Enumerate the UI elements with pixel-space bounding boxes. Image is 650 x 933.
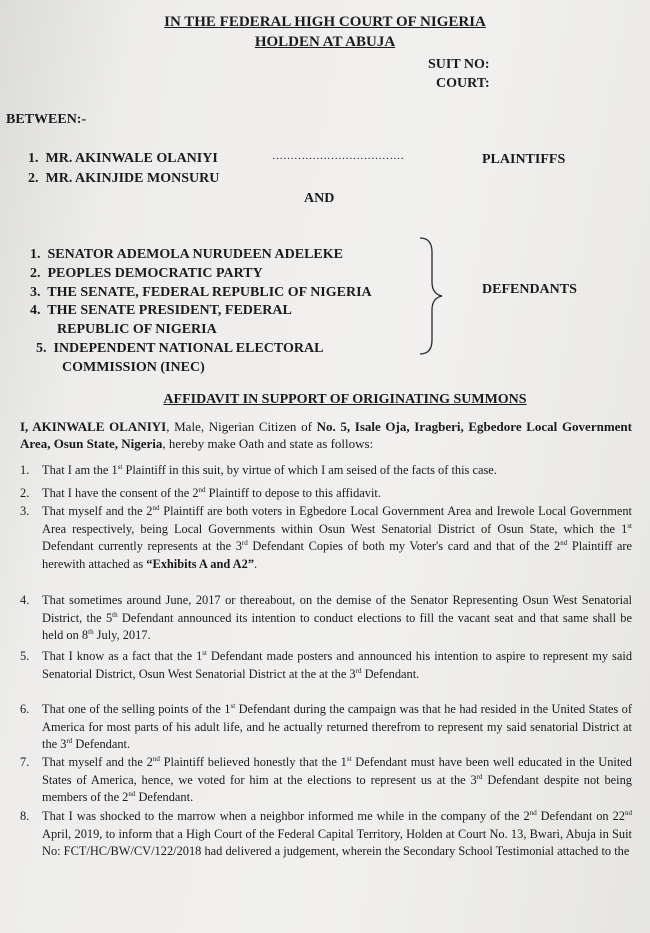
paragraph-tail: . xyxy=(254,556,258,571)
defendant-4 xyxy=(30,303,292,319)
between-label: BETWEEN:- xyxy=(6,112,87,127)
paragraph-text: That I am the 1st Plaintiff in this suit, by virtue of which I am seised of the facts of this case. xyxy=(42,462,497,477)
plaintiffs-label: PLAINTIFFS xyxy=(482,152,566,167)
paragraph-num: 4. xyxy=(20,593,30,607)
paragraph-num: 5. xyxy=(20,649,30,663)
paragraph-num: 7. xyxy=(20,755,30,769)
paragraph-5 xyxy=(20,648,633,683)
defendant-num: 2. xyxy=(30,266,41,281)
paragraph-num: 8. xyxy=(20,809,30,823)
paragraph-text: That I know as a fact that the 1st Defendant made posters and announced his intention to aspire to represent my said Senatorial District, Osun West Senatorial District at the at the 3rd Defendant. xyxy=(42,648,633,681)
plaintiff-name: MR. AKINWALE OLANIYI xyxy=(45,151,218,166)
curly-brace-icon xyxy=(418,236,444,356)
intro-text: , Male, Nigerian Citizen of xyxy=(166,419,317,434)
defendants-label: DEFENDANTS xyxy=(482,282,577,297)
plaintiff-num: 2. xyxy=(28,171,39,186)
defendant-3 xyxy=(30,285,372,301)
paragraph-text: That myself and the 2nd Plaintiff believed honestly that the 1st Defendant must have been well educated in the United States of America, hence, we voted for him at the elections to represent us at the 3rd Defendant despite not being members of the 2nd Defendant. xyxy=(42,754,632,804)
paragraph-num: 2. xyxy=(20,486,30,500)
defendant-name: THE SENATE PRESIDENT, FEDERAL xyxy=(47,303,292,318)
paragraph-text: That I was shocked to the marrow when a neighbor informed me while in the company of the 2nd Defendant on 22nd April, 2019, to inform that a High Court of the Federal Capital Territory, Holden at Court No. 13, Bwari, Abuja in Suit No: FCT/HC/BW/CV/122/2018 had delivered a judgement, wherein the Secondary School Testimonial attached to the xyxy=(42,808,632,858)
paragraph-text: That myself and the 2nd Plaintiff are both voters in Egbedore Local Government Area and Irewole Local Government Area respectively, being Local Governments within Osun West Senatorial District of Osun State, which the 1st Defendant currently represents at the 3rd Defendant Copies of both my Voter's card and that of the 2nd Plaintiff are herewith attached as xyxy=(42,503,632,571)
intro-text: , hereby make Oath and state as follows: xyxy=(162,436,374,451)
court-location: HOLDEN AT ABUJA xyxy=(254,34,396,50)
paragraph-3 xyxy=(20,503,632,573)
paragraph-6 xyxy=(20,701,632,754)
paragraph-2 xyxy=(20,485,632,503)
plaintiff-num: 1. xyxy=(28,151,39,166)
paragraph-text: That I have the consent of the 2nd Plaintiff to depose to this affidavit. xyxy=(42,485,381,500)
paragraph-8 xyxy=(20,808,632,861)
defendant-num: 4. xyxy=(30,303,41,318)
defendant-name: INDEPENDENT NATIONAL ELECTORAL xyxy=(53,341,324,356)
plaintiff-2 xyxy=(28,171,219,187)
paragraph-num: 6. xyxy=(20,702,30,716)
leader-dots: ……………………………… xyxy=(272,150,404,162)
paragraph-num: 1. xyxy=(20,463,30,477)
exhibit-reference: “Exhibits A and A2” xyxy=(146,556,255,571)
and-label: AND xyxy=(304,191,335,206)
defendant-num: 5. xyxy=(36,341,47,356)
affidavit-title: AFFIDAVIT IN SUPPORT OF ORIGINATING SUMMONS xyxy=(163,392,527,407)
defendant-name: THE SENATE, FEDERAL REPUBLIC OF NIGERIA xyxy=(47,285,372,300)
defendant-1 xyxy=(30,247,343,263)
paragraph-text: That sometimes around June, 2017 or thereabout, on the demise of the Senator Representing Osun West Senatorial District, the 5th Defendant announced its intention to conduct elections to fill the vacant seat and that same shall be held on 8th July, 2017. xyxy=(42,593,632,642)
affidavit-intro xyxy=(20,418,632,452)
paragraph-7 xyxy=(20,754,632,807)
suit-no-label: SUIT NO: xyxy=(428,57,490,72)
court-title: IN THE FEDERAL HIGH COURT OF NIGERIA xyxy=(164,14,486,30)
defendant-5 xyxy=(36,341,323,357)
plaintiff-1 xyxy=(28,151,218,167)
deponent-address: No. 5, Isale Oja, Iragberi, Egbedore Local Government Area, Osun State, Nigeria xyxy=(20,419,632,451)
defendant-num: 1. xyxy=(30,247,41,262)
defendant-name: SENATOR ADEMOLA NURUDEEN ADELEKE xyxy=(47,247,343,262)
defendant-2 xyxy=(30,266,263,282)
paragraph-num: 3. xyxy=(20,504,30,518)
defendant-num: 3. xyxy=(30,285,41,300)
court-label: COURT: xyxy=(436,76,490,91)
defendant-4-cont: REPUBLIC OF NIGERIA xyxy=(57,322,217,337)
paragraph-4 xyxy=(20,592,632,645)
paragraph-1 xyxy=(20,462,632,480)
plaintiff-name: MR. AKINJIDE MONSURU xyxy=(45,171,220,186)
deponent-name: I, AKINWALE OLANIYI xyxy=(20,419,167,434)
defendant-5-cont: COMMISSION (INEC) xyxy=(62,360,205,375)
paragraph-text: That one of the selling points of the 1st Defendant during the campaign was that he had resided in the United States of America for most parts of his adult life, and he actually returned therefrom to represent my said senatorial District at the 3rd Defendant. xyxy=(42,701,632,751)
defendant-name: PEOPLES DEMOCRATIC PARTY xyxy=(47,266,263,281)
